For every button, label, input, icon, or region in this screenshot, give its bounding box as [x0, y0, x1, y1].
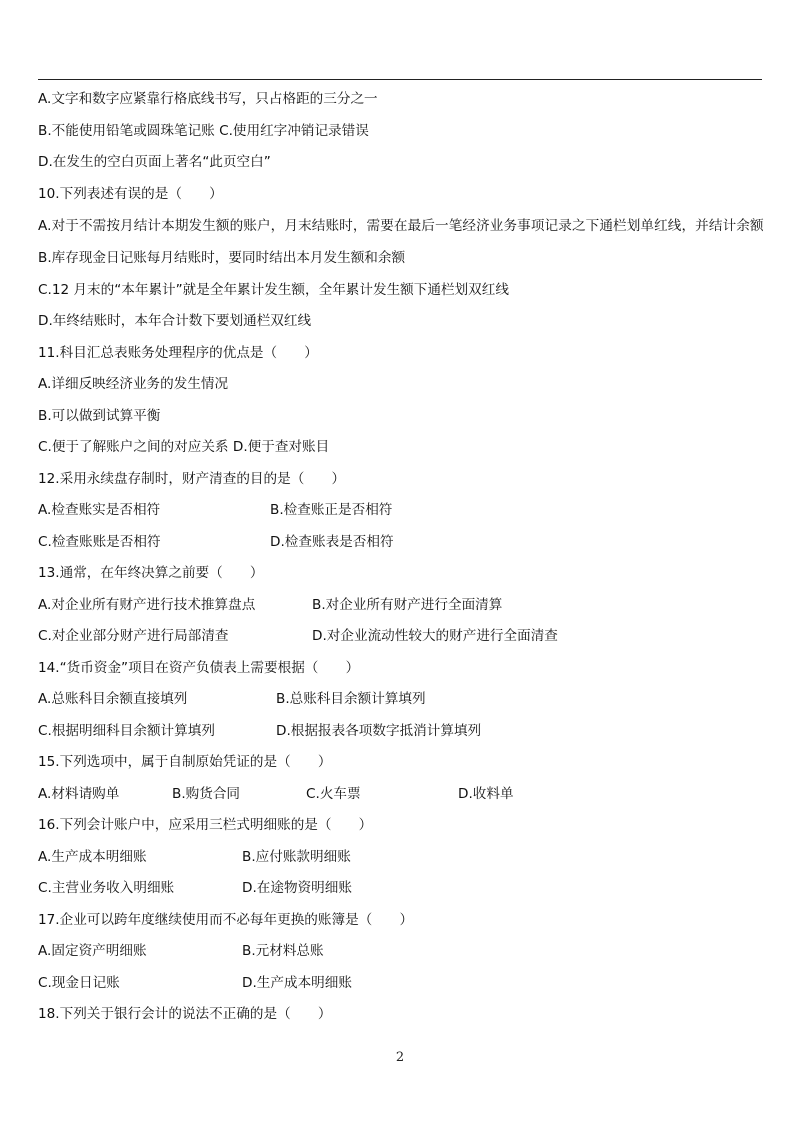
q12-row-1: [38, 495, 764, 527]
q14-option-d: D.根据报表各项数字抵消计算填列: [276, 722, 482, 739]
question-14: 14.“货币资金”项目在资产负债表上需要根据（ ）: [38, 659, 360, 676]
page-number: 2: [395, 1050, 405, 1065]
question-10: 10.下列表述有误的是（ ）: [38, 185, 223, 202]
q15-option-a: A.材料请购单: [38, 785, 120, 802]
q14-row-2: [38, 716, 764, 748]
q14-option-c: C.根据明细科目余额计算填列: [38, 722, 215, 739]
q10-option-a: A.对于不需按月结计本期发生额的账户，月末结账时，需要在最后一笔经济业务事项记录之下通栏划单红线，并结计余额: [38, 218, 764, 234]
q17-row-2: [38, 968, 764, 1000]
question-13: 13.通常，在年终决算之前要（ ）: [38, 565, 264, 581]
q12-option-b: B.检查账正是否相符: [270, 502, 393, 518]
q12-option-a: A.检查账实是否相符: [38, 502, 161, 518]
q16-option-b: B.应付账款明细账: [242, 848, 351, 865]
question-15: 15.下列选项中，属于自制原始凭证的是（ ）: [38, 754, 332, 770]
q12-option-c: C.检查账账是否相符: [38, 533, 161, 550]
q10-option-d: D.年终结账时，本年合计数下要划通栏双红线: [38, 313, 312, 329]
q16-option-c: C.主营业务收入明细账: [38, 880, 175, 896]
q17-option-d: D.生产成本明细账: [242, 974, 352, 991]
question-16: 16.下列会计账户中，应采用三栏式明细账的是（ ）: [38, 817, 373, 833]
question-17: 17.企业可以跨年度继续使用而不必每年更换的账簿是（ ）: [38, 911, 414, 928]
q17-option-a: A.固定资产明细账: [38, 943, 147, 959]
q16-option-a: A.生产成本明细账: [38, 848, 147, 865]
question-18: 18.下列关于银行会计的说法不正确的是（ ）: [38, 1006, 332, 1022]
q13-option-c: C.对企业部分财产进行局部清查: [38, 628, 229, 644]
q14-row-1: [38, 684, 764, 716]
q13-option-a: A.对企业所有财产进行技术推算盘点: [38, 596, 256, 613]
question-11: 11.科目汇总表账务处理程序的优点是（ ）: [38, 344, 318, 361]
q15-option-d: D.收料单: [458, 785, 514, 802]
document-body: [38, 84, 764, 1031]
q17-row-1: [38, 936, 764, 968]
q12-row-2: [38, 527, 764, 559]
q11-option-a: A.详细反映经济业务的发生情况: [38, 376, 229, 392]
q13-option-b: B.对企业所有财产进行全面清算: [312, 596, 503, 613]
q15-row: [38, 779, 764, 811]
q14-option-a: A.总账科目余额直接填列: [38, 691, 188, 707]
q11-option-c-d: C.便于了解账户之间的对应关系 D.便于查对账目: [38, 439, 330, 455]
question-12: 12.采用永续盘存制时，财产清查的目的是（ ）: [38, 470, 346, 487]
q9-option-d: D.在发生的空白页面上著名“此页空白”: [38, 154, 271, 170]
q13-row-2: [38, 621, 764, 653]
q17-option-c: C.现金日记账: [38, 974, 120, 991]
q10-option-c: C.12 月末的“本年累计”就是全年累计发生额，全年累计发生额下通栏划双红线: [38, 281, 509, 298]
q9-option-a: A.文字和数字应紧靠行格底线书写，只占格距的三分之一: [38, 91, 378, 107]
header-rule: [38, 79, 762, 80]
q13-option-d: D.对企业流动性较大的财产进行全面清查: [312, 628, 558, 644]
q13-row-1: [38, 590, 764, 622]
q15-option-b: B.购货合同: [172, 785, 241, 802]
q14-option-b: B.总账科目余额计算填列: [276, 691, 426, 707]
q10-option-b: B.库存现金日记账每月结账时，要同时结出本月发生额和余额: [38, 250, 406, 266]
q16-row-2: [38, 873, 764, 905]
q16-row-1: [38, 842, 764, 874]
q11-option-b: B.可以做到试算平衡: [38, 407, 161, 424]
q16-option-d: D.在途物资明细账: [242, 880, 352, 896]
q17-option-b: B.元材料总账: [242, 943, 324, 959]
q12-option-d: D.检查账表是否相符: [270, 533, 394, 550]
q9-option-b-c: B.不能使用铅笔或圆珠笔记账 C.使用红字冲销记录错误: [38, 122, 369, 139]
q15-option-c: C.火车票: [306, 785, 361, 802]
